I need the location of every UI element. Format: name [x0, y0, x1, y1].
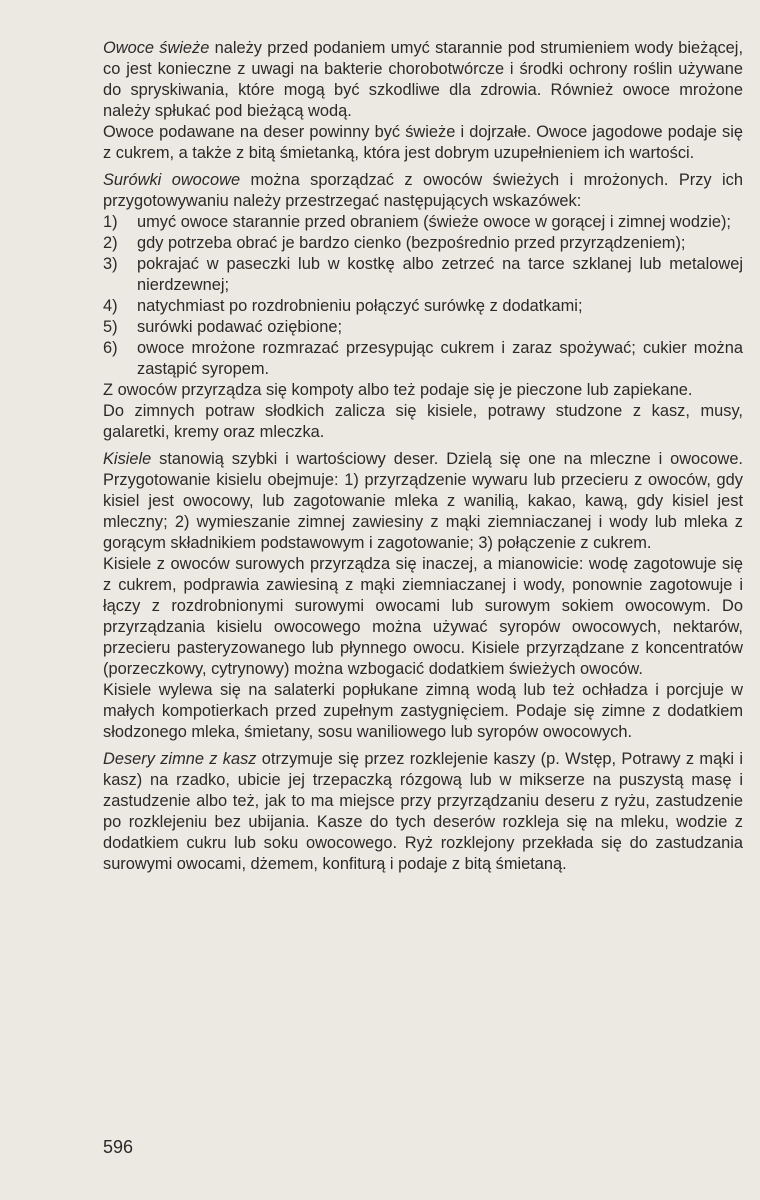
paragraph-dessert-fruit: [103, 122, 743, 164]
paragraph-text: Owoce podawane na deser powinny być świeże i dojrzałe. Owoce jagodowe podaje się z cukrem, a także z bitą śmietanką, która jest dobrym uzupełnieniem ich wartości.: [103, 123, 743, 162]
term-groat-desserts: Desery zimne z kasz: [103, 750, 257, 768]
list-item-number: 2): [103, 234, 118, 252]
paragraph-text: Kisiele wylewa się na salaterki popłukane zimną wodą lub też ochładza i porcjuje w małych kompotierkach przed zupełnym zastygnięciem. Podaje się zimne z dodatkiem słodzonego mleka, śmietany, sosu waniliowego lub syropów owocowych.: [103, 681, 743, 741]
list-item: [103, 338, 743, 380]
list-item-text: gdy potrzeba obrać je bardzo cienko (bezpośrednio przed przyrządzeniem);: [137, 234, 686, 252]
term-fruit-salads: Surówki owocowe: [103, 171, 241, 189]
list-item: [103, 233, 743, 254]
paragraph-text: należy przed podaniem umyć starannie pod strumieniem wody bieżącej, co jest konieczne z uwagi na bakterie chorobotwórcze i środki ochrony roślin używane do spryskiwania, które mogą być szkodliwe dla zdrowia. Również owoce mrożone należy spłukać pod bieżącą wodą.: [103, 39, 743, 120]
list-item: [103, 212, 743, 233]
list-item-number: 5): [103, 318, 118, 336]
list-item-number: 4): [103, 297, 118, 315]
paragraph-text: Kisiele z owoców surowych przyrządza się inaczej, a mianowicie: wodę zagotowuje się z cukrem, podprawia zawiesiną z mąki ziemniaczanej i wody, ponownie zagotowuje i łączy z rozdrobnionymi surowymi owocami lub surowym sokiem owocowym. Do przyrządzania kisielu owocowego można używać syropów owocowych, nektarów, przecieru pasteryzowanego lub płynnego owocu. Kisiele przyrządzane z koncentratów (porzeczkowy, cytrynowy) można wzbogacić dodatkiem świeżych owoców.: [103, 555, 743, 678]
list-item-text: umyć owoce starannie przed obraniem (świeże owoce w gorącej i zimnej wodzie);: [137, 213, 731, 231]
list-item-number: 3): [103, 255, 118, 273]
list-item: [103, 296, 743, 317]
term-fresh-fruit: Owoce świeże: [103, 39, 210, 57]
paragraph-text: Do zimnych potraw słodkich zalicza się kisiele, potrawy studzone z kasz, musy, galaretki, kremy oraz mleczka.: [103, 402, 743, 441]
paragraph-compotes: [103, 380, 743, 401]
paragraph-groat-desserts: [103, 749, 743, 875]
page-body: [103, 38, 743, 875]
page-number: 596: [103, 1137, 134, 1157]
paragraph-fresh-fruit: [103, 38, 743, 122]
paragraph-text: Z owoców przyrządza się kompoty albo też podaje się je pieczone lub zapiekane.: [103, 381, 693, 399]
list-item-number: 1): [103, 213, 118, 231]
instructions-list: [103, 212, 743, 380]
list-item-number: 6): [103, 339, 118, 357]
list-item-text: pokrajać w paseczki lub w kostkę albo zetrzeć na tarce szklanej lub metalowej nierdzewnej;: [137, 255, 743, 294]
list-item: [103, 254, 743, 296]
paragraph-text: otrzymuje się przez rozklejenie kaszy (p. Wstęp, Potrawy z mąki i kasz) na rzadko, ubicie jej trzepaczką rózgową lub w mikserze na puszystą masę i zastudzenie albo też, jak to ma miejsce przy przyrządzaniu deseru z ryżu, zastudzenie po rozklejeniu bez ubijania. Kasze do tych deserów rozkleja się na mleku, wodzie z dodatkiem cukru lub soku owocowego. Ryż rozklejony przekłada się do zastudzania surowymi owocami, dżemem, konfiturą i podaje z bitą śmietaną.: [103, 750, 743, 873]
paragraph-cold-sweet-dishes: [103, 401, 743, 443]
list-item-text: surówki podawać oziębione;: [137, 318, 343, 336]
paragraph-kisiele: [103, 449, 743, 554]
paragraph-fruit-salads: [103, 170, 743, 212]
term-kisiele: Kisiele: [103, 450, 152, 468]
list-item-text: owoce mrożone rozmrazać przesypując cukrem i zaraz spożywać; cukier można zastąpić syropem.: [137, 339, 743, 378]
paragraph-raw-fruit-kisiele: [103, 554, 743, 680]
list-item-text: natychmiast po rozdrobnieniu połączyć surówkę z dodatkami;: [137, 297, 583, 315]
paragraph-text: stanowią szybki i wartościowy deser. Dzielą się one na mleczne i owocowe. Przygotowanie kisielu obejmuje: 1) przyrządzenie wywaru lub przecieru z owoców, gdy kisiel jest owocowy, lub zagotowanie mleka z wanilią, kakao, kawą, gdy kisiel jest mleczny; 2) wymieszanie zimnej zawiesiny z mąki ziemniaczanej i wody lub mleka z gorącym składnikiem podstawowym i zagotowanie; 3) połączenie z cukrem.: [103, 450, 743, 552]
paragraph-text: można sporządzać z owoców świeżych i mrożonych. Przy ich przygotowywaniu należy przestrzegać następujących wskazówek:: [103, 171, 743, 210]
paragraph-serving-kisiele: [103, 680, 743, 743]
list-item: [103, 317, 743, 338]
